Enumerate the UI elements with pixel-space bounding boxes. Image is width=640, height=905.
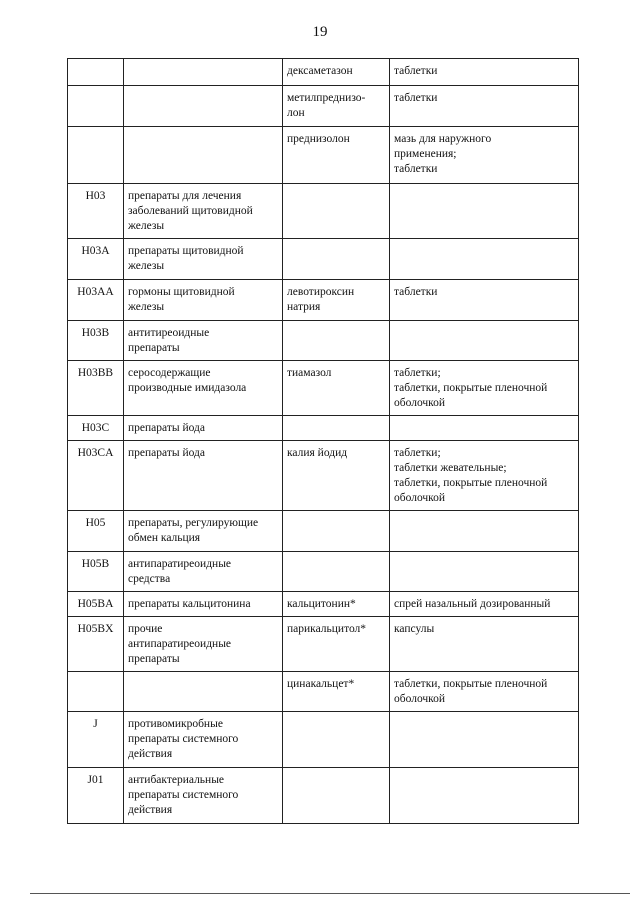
table-row: [68, 712, 579, 768]
cell-form-text: спрей назальный дозированный: [394, 598, 551, 610]
cell-drug: [283, 361, 390, 416]
table-row: [68, 280, 579, 321]
cell-group: [124, 321, 283, 361]
cell-group: [124, 59, 283, 86]
cell-code: [68, 768, 124, 824]
cell-drug: [283, 672, 390, 712]
cell-drug-text: кальцитонин*: [287, 598, 356, 610]
cell-code: [68, 321, 124, 361]
cell-form: [390, 441, 579, 511]
cell-drug: [283, 511, 390, 552]
cell-form-text: таблетки; таблетки жевательные; таблетки, покрытые пленочной оболочкой: [394, 447, 548, 504]
bottom-rule: [30, 893, 630, 894]
cell-form: [390, 416, 579, 441]
table-row: [68, 552, 579, 592]
cell-code: [68, 59, 124, 86]
table-row: [68, 592, 579, 617]
cell-code: [68, 239, 124, 280]
cell-drug-text: цинакальцет*: [287, 678, 355, 690]
cell-code: [68, 184, 124, 239]
cell-group-text: антитиреоидные препараты: [128, 327, 210, 354]
cell-group-text: антипаратиреоидные средства: [128, 558, 232, 585]
cell-form-text: капсулы: [394, 623, 435, 635]
cell-group: [124, 712, 283, 768]
cell-drug: [283, 416, 390, 441]
table-row: [68, 441, 579, 511]
cell-group: [124, 416, 283, 441]
table-row: [68, 768, 579, 824]
cell-form: [390, 127, 579, 184]
cell-code-text: H03B: [81, 327, 110, 339]
cell-code: [68, 86, 124, 127]
cell-group-text: препараты, регулирующие обмен кальция: [128, 517, 259, 544]
table-row: [68, 672, 579, 712]
cell-form: [390, 768, 579, 824]
cell-group-text: препараты йода: [128, 447, 205, 459]
cell-code: [68, 511, 124, 552]
cell-code-text: H05: [85, 517, 106, 529]
cell-group: [124, 184, 283, 239]
cell-group-text: препараты щитовидной железы: [128, 245, 244, 272]
page-number: 19: [312, 24, 328, 40]
cell-drug: [283, 86, 390, 127]
cell-code-text: H03CA: [77, 447, 114, 459]
cell-code-text: H03A: [81, 245, 110, 257]
table-body: [68, 59, 579, 824]
cell-drug: [283, 321, 390, 361]
cell-drug-text: преднизолон: [287, 133, 350, 145]
cell-group: [124, 672, 283, 712]
cell-code-text: H05B: [81, 558, 110, 570]
cell-code-text: H03: [85, 190, 106, 202]
cell-form-text: таблетки: [394, 286, 438, 298]
cell-group: [124, 280, 283, 321]
cell-code: [68, 361, 124, 416]
cell-drug-text: метилпреднизо- лон: [287, 92, 366, 119]
cell-drug: [283, 712, 390, 768]
cell-group-text: препараты для лечения заболеваний щитовидной железы: [128, 190, 253, 232]
cell-group: [124, 361, 283, 416]
cell-drug-text: парикальцитол*: [287, 623, 367, 635]
cell-form: [390, 592, 579, 617]
cell-code: [68, 127, 124, 184]
cell-form: [390, 511, 579, 552]
cell-form: [390, 280, 579, 321]
cell-form: [390, 672, 579, 712]
cell-form-text: таблетки; таблетки, покрытые пленочной оболочкой: [394, 367, 548, 409]
cell-drug: [283, 127, 390, 184]
cell-group-text: препараты кальцитонина: [128, 598, 251, 610]
cell-code: [68, 712, 124, 768]
cell-drug: [283, 59, 390, 86]
cell-form: [390, 239, 579, 280]
drug-classification-table: [67, 58, 579, 824]
cell-drug-text: тиамазол: [287, 367, 332, 379]
cell-drug: [283, 617, 390, 672]
cell-group: [124, 239, 283, 280]
cell-group: [124, 617, 283, 672]
cell-code: [68, 441, 124, 511]
cell-drug: [283, 441, 390, 511]
cell-group-text: гормоны щитовидной железы: [128, 286, 235, 313]
table-row: [68, 127, 579, 184]
cell-group-text: серосодержащие производные имидазола: [128, 367, 247, 394]
cell-form: [390, 361, 579, 416]
cell-form-text: таблетки, покрытые пленочной оболочкой: [394, 678, 548, 705]
cell-drug-text: дексаметазон: [287, 65, 353, 77]
table-row: [68, 511, 579, 552]
cell-form-text: мазь для наружного применения; таблетки: [394, 133, 492, 175]
cell-code-text: H03AA: [77, 286, 114, 298]
cell-code-text: J01: [87, 774, 104, 786]
cell-form: [390, 617, 579, 672]
cell-code-text: H05BA: [77, 598, 114, 610]
table-row: [68, 184, 579, 239]
cell-group: [124, 511, 283, 552]
table-row: [68, 239, 579, 280]
cell-form: [390, 86, 579, 127]
cell-code: [68, 552, 124, 592]
cell-form: [390, 712, 579, 768]
table-row: [68, 361, 579, 416]
cell-form-text: таблетки: [394, 65, 438, 77]
cell-code-text: J: [93, 718, 98, 730]
table-row: [68, 86, 579, 127]
cell-group-text: противомикробные препараты системного действия: [128, 718, 239, 760]
cell-drug: [283, 552, 390, 592]
cell-group-text: препараты йода: [128, 422, 205, 434]
cell-group: [124, 552, 283, 592]
cell-form: [390, 184, 579, 239]
cell-group-text: антибактериальные препараты системного действия: [128, 774, 239, 816]
cell-code-text: H03C: [81, 422, 110, 434]
cell-group: [124, 592, 283, 617]
cell-drug: [283, 592, 390, 617]
cell-form-text: таблетки: [394, 92, 438, 104]
cell-group: [124, 127, 283, 184]
cell-form: [390, 552, 579, 592]
table-row: [68, 321, 579, 361]
cell-drug: [283, 768, 390, 824]
cell-code: [68, 672, 124, 712]
table-row: [68, 59, 579, 86]
table-row: [68, 617, 579, 672]
cell-code-text: H03BB: [77, 367, 114, 379]
cell-group: [124, 768, 283, 824]
cell-group: [124, 86, 283, 127]
cell-code-text: H05BX: [77, 623, 114, 635]
cell-drug: [283, 239, 390, 280]
cell-drug-text: калия йодид: [287, 447, 348, 459]
cell-form: [390, 59, 579, 86]
cell-code: [68, 416, 124, 441]
cell-code: [68, 280, 124, 321]
cell-drug-text: левотироксин натрия: [287, 286, 355, 313]
cell-group-text: прочие антипаратиреоидные препараты: [128, 623, 232, 665]
table-row: [68, 416, 579, 441]
cell-group: [124, 441, 283, 511]
cell-code: [68, 617, 124, 672]
cell-form: [390, 321, 579, 361]
cell-code: [68, 592, 124, 617]
cell-drug: [283, 280, 390, 321]
cell-drug: [283, 184, 390, 239]
